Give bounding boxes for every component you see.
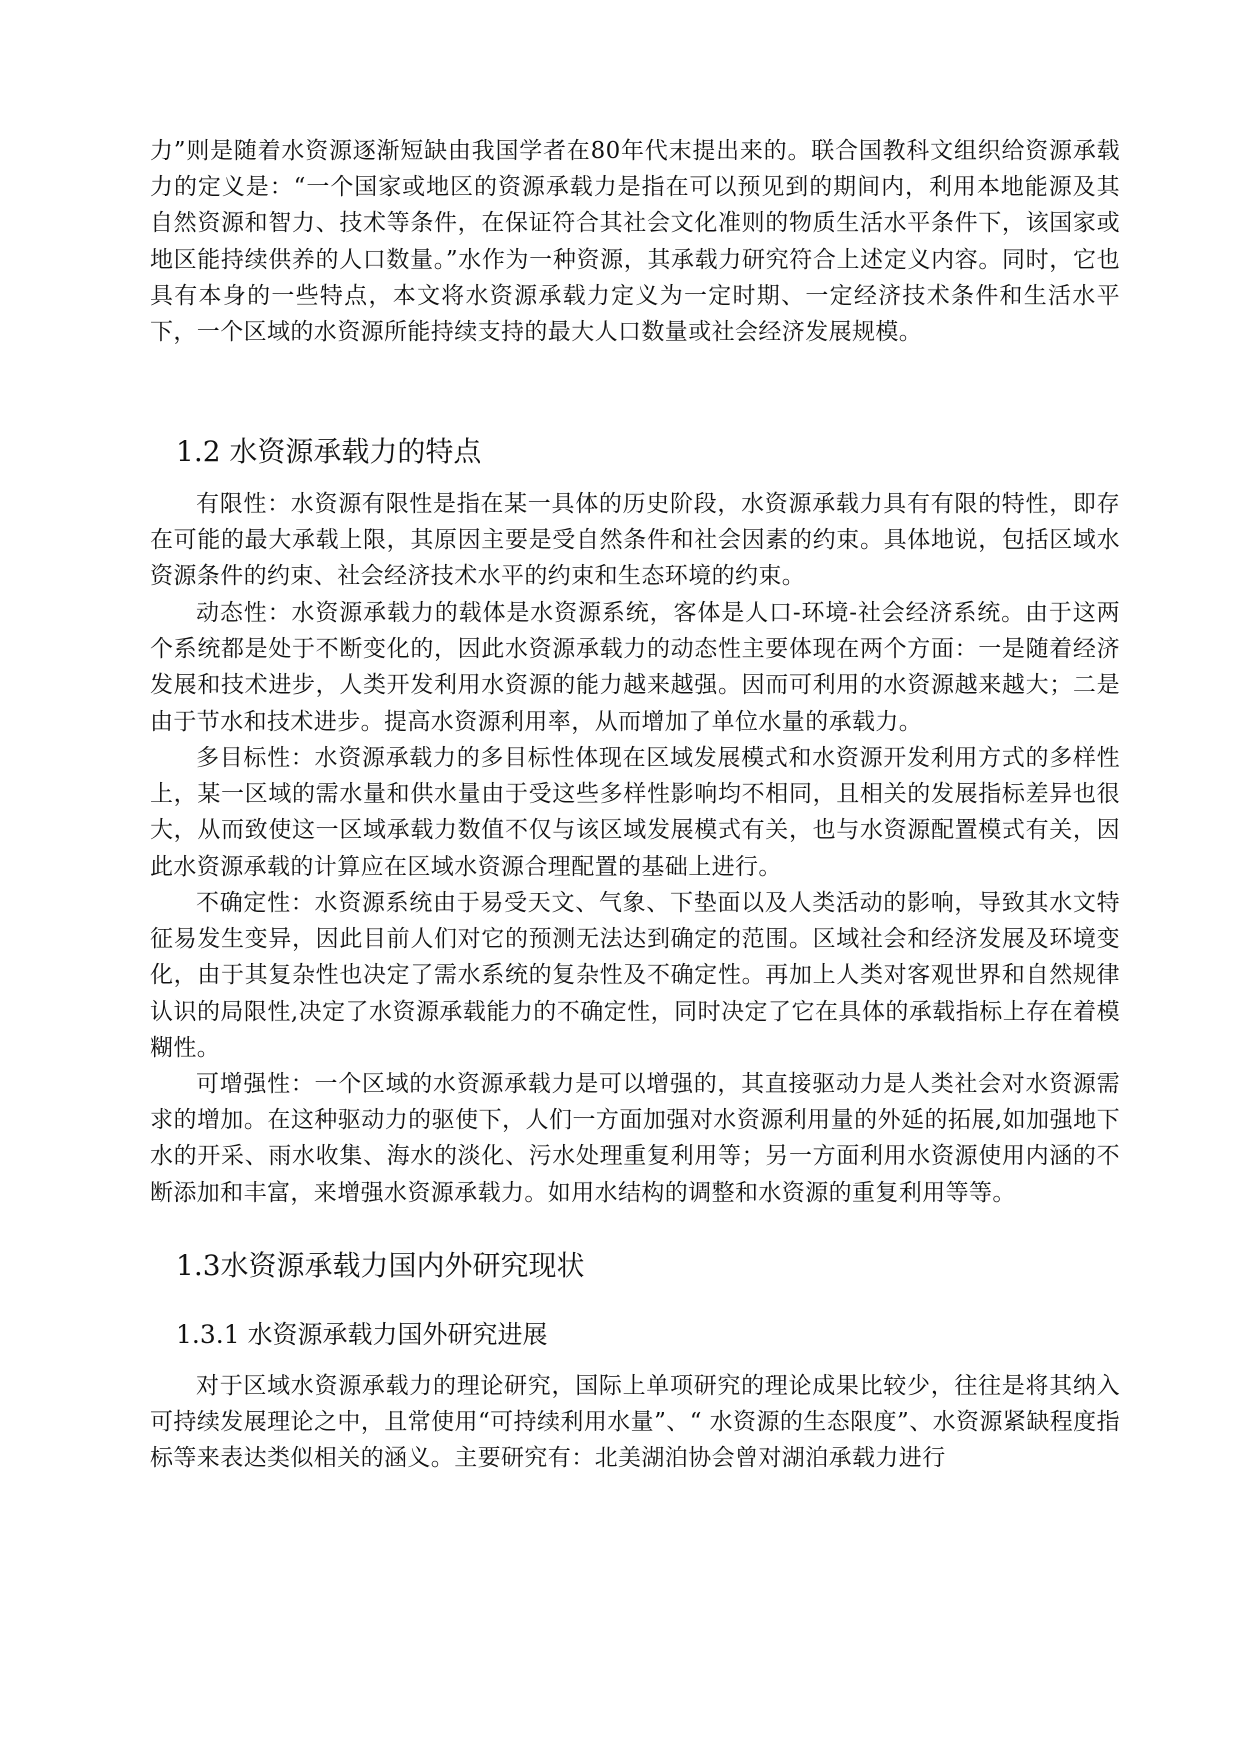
section-heading-1-2: 1.2 水资源承载力的特点 xyxy=(176,435,482,468)
paragraph-uncertainty: 不确定性：水资源系统由于易受天文、气象、下垫面以及人类活动的影响，导致其水文特征易发生变异，因此目前人们对它的预测无法达到确定的范围。区域社会和经济发展及环境变化，由于其复杂性也决定了需水系统的复杂性及不确定性。再加上人类对客观世界和自然规律认识的局限性,决定了水资源承载能力的不确定性，同时决定了它在具体的承载指标上存在着模糊性。 xyxy=(150,890,1120,1061)
paragraph-carrying-capacity-definition: 力”则是随着水资源逐渐短缺由我国学者在80年代末提出来的。联合国教科文组织给资源承载力的定义是：“一个国家或地区的资源承载力是指在可以预见到的期间内，利用本地能源及其自然资源和智力、技术等条件，在保证符合其社会文化准则的物质生活水平条件下，该国家或地区能持续供养的人口数量。”水作为一种资源，其承载力研究符合上述定义内容。同时，它也具有本身的一些特点，本文将水资源承载力定义为一定时期、一定经济技术条件和生活水平下，一个区域的水资源所能持续支持的最大人口数量或社会经济发展规模。 xyxy=(150,138,1120,346)
document-page xyxy=(150,0,1120,1754)
section-heading-1-3: 1.3水资源承载力国内外研究现状 xyxy=(176,1249,585,1282)
paragraph-multi-objective: 多目标性：水资源承载力的多目标性体现在区域发展模式和水资源开发利用方式的多样性上，某一区域的需水量和供水量由于受这些多样性影响均不相同，且相关的发展指标差异也很大，从而致使这一区域承载力数值不仅与该区域发展模式有关，也与水资源配置模式有关，因此水资源承载的计算应在区域水资源合理配置的基础上进行。 xyxy=(150,745,1120,880)
paragraph-foreign-research: 对于区域水资源承载力的理论研究，国际上单项研究的理论成果比较少，往往是将其纳入可持续发展理论之中，且常使用“可持续利用水量”、“ 水资源的生态限度”、水资源紧缺程度指标等来表达类似相关的涵义。主要研究有：北美湖泊协会曾对湖泊承载力进行 xyxy=(150,1373,1120,1472)
paragraph-limitedness: 有限性：水资源有限性是指在某一具体的历史阶段，水资源承载力具有有限的特性，即存在可能的最大承载上限，其原因主要是受自然条件和社会因素的约束。具体地说，包括区域水资源条件的约束、社会经济技术水平的约束和生态环境的约束。 xyxy=(150,491,1120,590)
paragraph-enhanceability: 可增强性：一个区域的水资源承载力是可以增强的，其直接驱动力是人类社会对水资源需求的增加。在这种驱动力的驱使下，人们一方面加强对水资源利用量的外延的拓展,如加强地下水的开采、雨水收集、海水的淡化、污水处理重复利用等；另一方面利用水资源使用内涵的不断添加和丰富，来增强水资源承载力。如用水结构的调整和水资源的重复利用等等。 xyxy=(150,1071,1120,1206)
subsection-heading-1-3-1: 1.3.1 水资源承载力国外研究进展 xyxy=(176,1320,548,1349)
paragraph-dynamics: 动态性：水资源承载力的载体是水资源系统，客体是人口-环境-社会经济系统。由于这两个系统都是处于不断变化的，因此水资源承载力的动态性主要体现在两个方面：一是随着经济发展和技术进步，人类开发利用水资源的能力越来越强。因而可利用的水资源越来越大；二是由于节水和技术进步。提高水资源利用率，从而增加了单位水量的承载力。 xyxy=(150,600,1120,735)
